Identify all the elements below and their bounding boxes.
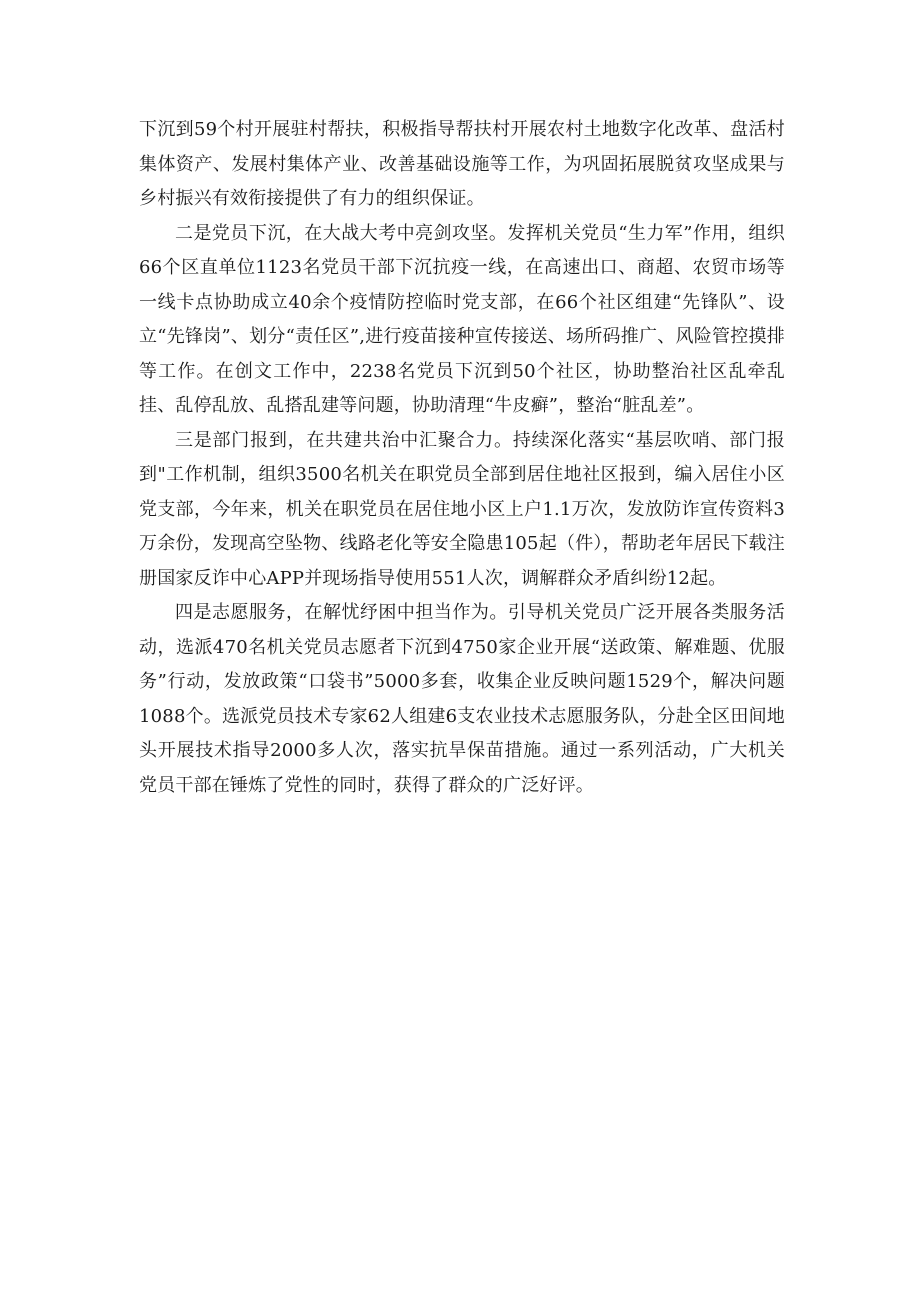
paragraph-department-reporting: 三是部门报到，在共建共治中汇聚合力。持续深化落实“基层吹哨、部门报到"工作机制，组织3500名机关在职党员全部到居住地社区报到，编入居住小区党支部，今年来，机关在职党员在居住地小区上户1.1万次，发放防诈宣传资料3万余份，发现高空坠物、线路老化等安全隐患105起（件），帮助老年居民下载注册国家反诈中心APP并现场指导使用551人次，调解群众矛盾纠纷12起。: [139, 429, 785, 589]
document-body: [139, 113, 785, 803]
paragraph-village-assistance: 下沉到59个村开展驻村帮扶，积极指导帮扶村开展农村土地数字化改革、盘活村集体资产、发展村集体产业、改善基础设施等工作，为巩固拓展脱贫攻坚成果与乡村振兴有效衔接提供了有力的组织保证。: [139, 119, 785, 209]
paragraph-party-members-sinking: 二是党员下沉，在大战大考中亮剑攻坚。发挥机关党员“生力军”作用，组织66个区直单位1123名党员干部下沉抗疫一线，在高速出口、商超、农贸市场等一线卡点协助成立40余个疫情防控临时党支部，在66个社区组建“先锋队”、设立“先锋岗”、划分“责任区”,进行疫苗接种宣传接送、场所码推广、风险管控摸排等工作。在创文工作中，2238名党员下沉到50个社区，协助整治社区乱牵乱挂、乱停乱放、乱搭乱建等问题，协助清理“牛皮癣”，整治“脏乱差”。: [139, 222, 785, 416]
paragraph-volunteer-service: 四是志愿服务，在解忧纾困中担当作为。引导机关党员广泛开展各类服务活动，选派470名机关党员志愿者下沉到4750家企业开展“送政策、解难题、优服务”行动，发放政策“口袋书”5000多套，收集企业反映问题1529个，解决问题1088个。选派党员技术专家62人组建6支农业技术志愿服务队，分赴全区田间地头开展技术指导2000多人次，落实抗旱保苗措施。通过一系列活动，广大机关党员干部在锤炼了党性的同时，获得了群众的广泛好评。: [139, 602, 785, 796]
